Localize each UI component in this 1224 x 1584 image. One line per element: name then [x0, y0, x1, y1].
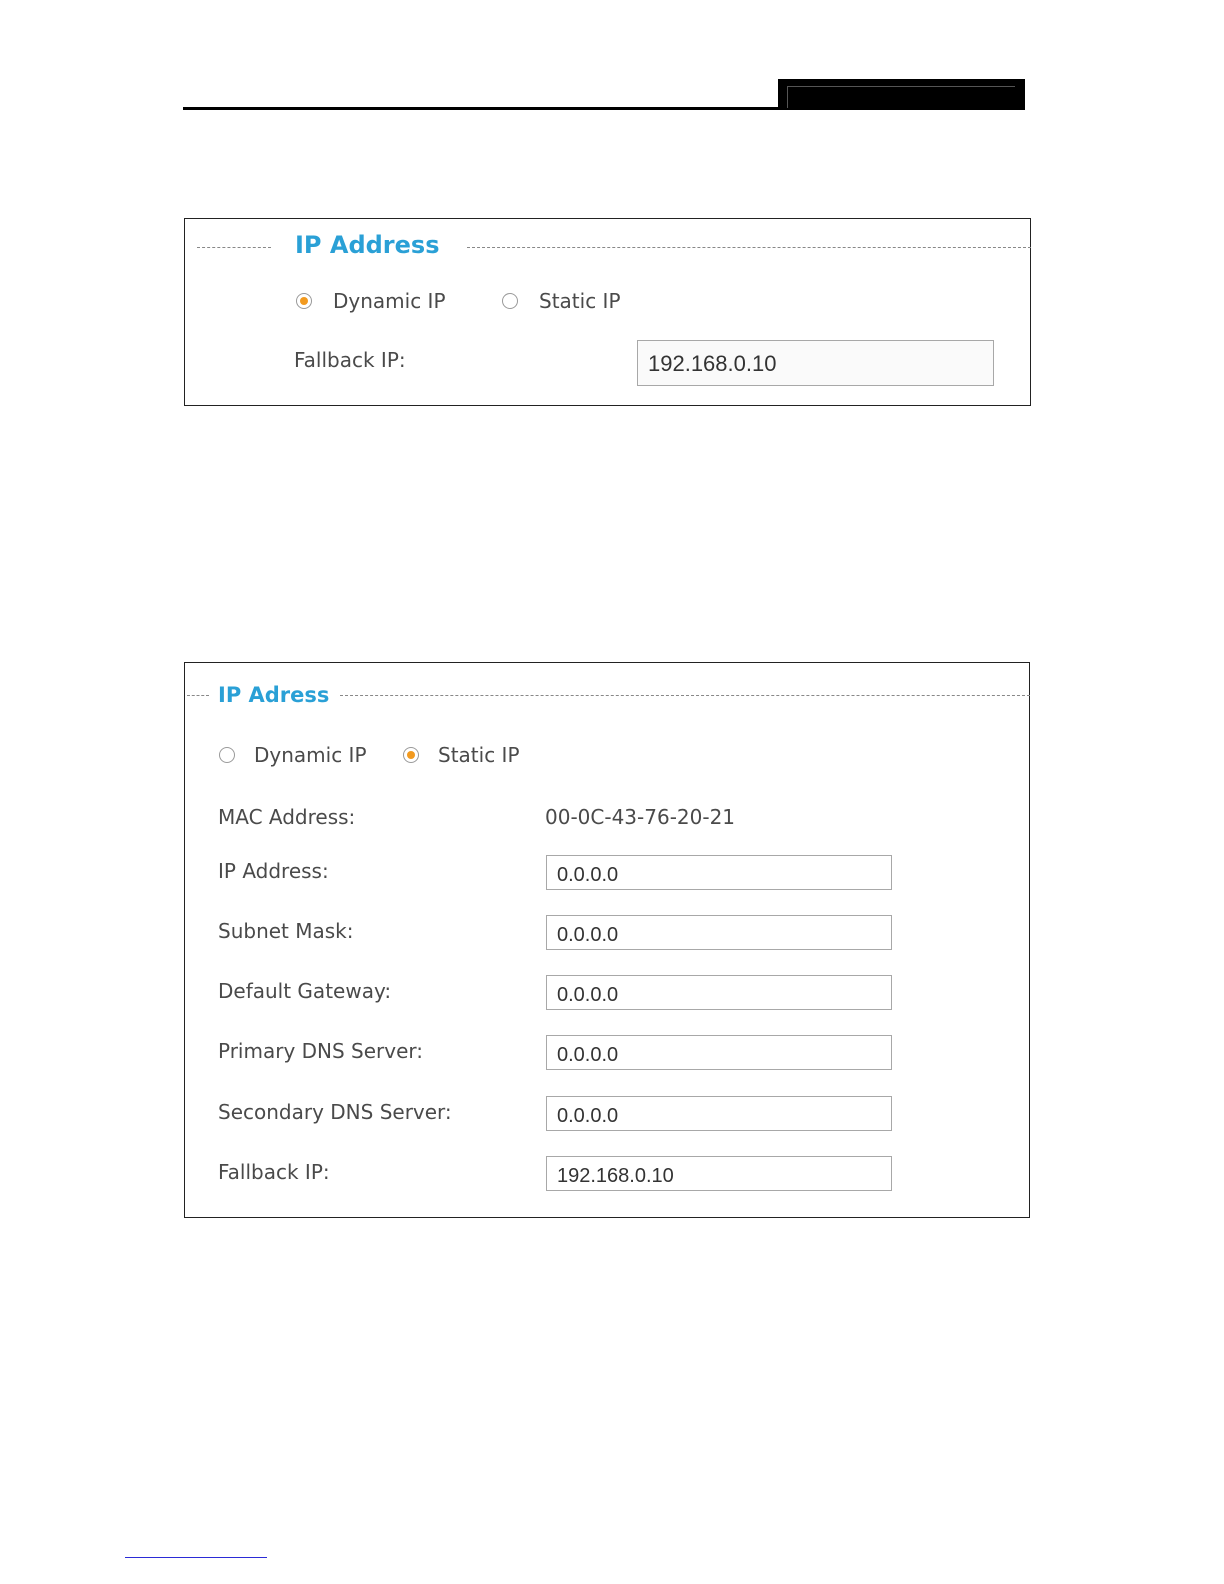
default-gateway-input[interactable]: 0.0.0.0 [546, 975, 892, 1010]
panel-legend: IP Address [295, 231, 440, 259]
legend-dash-right [467, 247, 1031, 248]
secondary-dns-input[interactable]: 0.0.0.0 [546, 1096, 892, 1131]
footer-link-underline [125, 1557, 267, 1558]
fallback-ip-label: Fallback IP: [218, 1160, 330, 1184]
primary-dns-label: Primary DNS Server: [218, 1039, 424, 1063]
header-rule [183, 107, 779, 110]
primary-dns-input[interactable]: 0.0.0.0 [546, 1035, 892, 1070]
default-gateway-label: Default Gateway: [218, 979, 392, 1003]
dynamic-ip-label[interactable]: Dynamic IP [333, 289, 446, 313]
static-ip-label[interactable]: Static IP [438, 743, 520, 767]
static-ip-radio[interactable] [502, 293, 518, 309]
static-ip-label[interactable]: Static IP [539, 289, 621, 313]
mac-address-label: MAC Address: [218, 805, 356, 829]
ip-address-panel-static [184, 662, 1030, 1218]
fallback-ip-input[interactable]: 192.168.0.10 [546, 1156, 892, 1191]
mac-address-value: 00-0C-43-76-20-21 [545, 805, 736, 829]
header-block-inner [787, 86, 1015, 108]
dynamic-ip-radio[interactable] [296, 293, 312, 309]
ip-address-input[interactable]: 0.0.0.0 [546, 855, 892, 890]
subnet-mask-input[interactable]: 0.0.0.0 [546, 915, 892, 950]
legend-dash-left [187, 695, 209, 696]
legend-dash-right [340, 695, 1030, 696]
dynamic-ip-radio[interactable] [219, 747, 235, 763]
ip-address-panel-dynamic [184, 218, 1031, 406]
static-ip-radio[interactable] [403, 747, 419, 763]
legend-dash-left [197, 247, 271, 248]
fallback-ip-input[interactable]: 192.168.0.10 [637, 340, 994, 386]
subnet-mask-label: Subnet Mask: [218, 919, 354, 943]
ip-address-label: IP Address: [218, 859, 329, 883]
dynamic-ip-label[interactable]: Dynamic IP [254, 743, 367, 767]
secondary-dns-label: Secondary DNS Server: [218, 1100, 452, 1124]
fallback-ip-label: Fallback IP: [294, 348, 406, 372]
panel-legend: IP Adress [218, 683, 330, 707]
